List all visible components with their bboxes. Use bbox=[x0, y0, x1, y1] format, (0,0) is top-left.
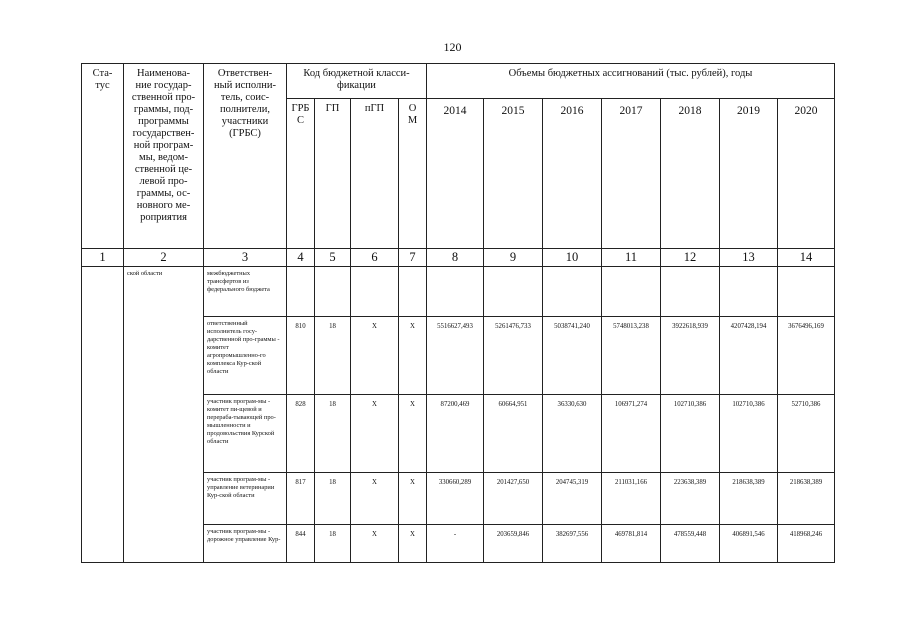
gp-cell bbox=[315, 267, 351, 317]
pgp-cell bbox=[351, 267, 399, 317]
participant-cell: межбюджетных трансфертов из федерального бюджета bbox=[204, 267, 287, 317]
column-number-row bbox=[82, 249, 835, 267]
value-cell bbox=[720, 267, 778, 317]
value-cell bbox=[484, 267, 543, 317]
value-cell: 478559,448 bbox=[661, 525, 720, 563]
participant-cell: участник програм-мы - управление ветеринарии Кур-ской области bbox=[204, 473, 287, 525]
value-cell: 211031,166 bbox=[602, 473, 661, 525]
value-cell: 5748013,238 bbox=[602, 317, 661, 395]
column-number: 14 bbox=[778, 249, 835, 267]
header-budget-code: Код бюджетной класси- фикации bbox=[287, 64, 427, 99]
pgp-cell: X bbox=[351, 473, 399, 525]
value-cell: 201427,650 bbox=[484, 473, 543, 525]
om-cell bbox=[399, 267, 427, 317]
value-cell: 102710,386 bbox=[720, 395, 778, 473]
pgp-cell: X bbox=[351, 525, 399, 563]
column-number: 13 bbox=[720, 249, 778, 267]
value-cell: 418968,246 bbox=[778, 525, 835, 563]
pgp-cell: X bbox=[351, 317, 399, 395]
value-cell: 204745,319 bbox=[543, 473, 602, 525]
header-year: 2015 bbox=[484, 99, 543, 249]
value-cell: 330660,289 bbox=[427, 473, 484, 525]
value-cell: 5038741,240 bbox=[543, 317, 602, 395]
value-cell: 87200,469 bbox=[427, 395, 484, 473]
value-cell: 5261476,733 bbox=[484, 317, 543, 395]
grbs-cell: 810 bbox=[287, 317, 315, 395]
column-number: 9 bbox=[484, 249, 543, 267]
header-gp: ГП bbox=[315, 99, 351, 249]
value-cell: - bbox=[427, 525, 484, 563]
value-cell: 223638,389 bbox=[661, 473, 720, 525]
participant-cell: участник програм-мы - комитет пи-щевой и перераба-тывающей про-мышленности и продовольствия Курской области bbox=[204, 395, 287, 473]
grbs-cell: 817 bbox=[287, 473, 315, 525]
grbs-cell: 844 bbox=[287, 525, 315, 563]
header-year: 2016 bbox=[543, 99, 602, 249]
participant-cell: участник програм-мы - дорожное управление Кур- bbox=[204, 525, 287, 563]
header-grbs: ГРБ С bbox=[287, 99, 315, 249]
header-status: Ста- тус bbox=[82, 64, 124, 249]
header-row-1 bbox=[82, 64, 835, 99]
page-number: 120 bbox=[443, 40, 462, 54]
om-cell: X bbox=[399, 317, 427, 395]
column-number: 3 bbox=[204, 249, 287, 267]
header-name: Наименова- ние государ- ственной про- граммы, под- программы государствен- ной програм- мы, ведом- ственной це- левой про- граммы, ос- новного ме- роприятия bbox=[124, 64, 204, 249]
column-number: 7 bbox=[399, 249, 427, 267]
grbs-cell: 828 bbox=[287, 395, 315, 473]
value-cell: 3676496,169 bbox=[778, 317, 835, 395]
gp-cell: 18 bbox=[315, 317, 351, 395]
value-cell: 4207428,194 bbox=[720, 317, 778, 395]
value-cell: 60664,951 bbox=[484, 395, 543, 473]
pgp-cell: X bbox=[351, 395, 399, 473]
grbs-cell bbox=[287, 267, 315, 317]
header-pgp: пГП bbox=[351, 99, 399, 249]
gp-cell: 18 bbox=[315, 473, 351, 525]
table-row bbox=[82, 267, 835, 317]
value-cell bbox=[427, 267, 484, 317]
value-cell: 102710,386 bbox=[661, 395, 720, 473]
column-number: 10 bbox=[543, 249, 602, 267]
header-year: 2018 bbox=[661, 99, 720, 249]
value-cell bbox=[778, 267, 835, 317]
gp-cell: 18 bbox=[315, 525, 351, 563]
column-number: 11 bbox=[602, 249, 661, 267]
value-cell: 218638,389 bbox=[778, 473, 835, 525]
value-cell bbox=[661, 267, 720, 317]
header-year: 2020 bbox=[778, 99, 835, 249]
value-cell: 469781,814 bbox=[602, 525, 661, 563]
column-number: 2 bbox=[124, 249, 204, 267]
value-cell bbox=[602, 267, 661, 317]
column-number: 6 bbox=[351, 249, 399, 267]
header-year: 2017 bbox=[602, 99, 661, 249]
status-cell bbox=[82, 267, 124, 563]
program-name-cell: ской области bbox=[124, 267, 204, 563]
value-cell: 3922618,939 bbox=[661, 317, 720, 395]
header-year: 2014 bbox=[427, 99, 484, 249]
column-number: 5 bbox=[315, 249, 351, 267]
om-cell: X bbox=[399, 525, 427, 563]
value-cell: 203659,846 bbox=[484, 525, 543, 563]
value-cell bbox=[543, 267, 602, 317]
budget-table bbox=[81, 63, 835, 563]
column-number: 4 bbox=[287, 249, 315, 267]
om-cell: X bbox=[399, 473, 427, 525]
value-cell: 5516627,493 bbox=[427, 317, 484, 395]
header-responsible: Ответствен- ный исполни- тель, соис- полнители, участники (ГРБС) bbox=[204, 64, 287, 249]
value-cell: 218638,389 bbox=[720, 473, 778, 525]
value-cell: 406891,546 bbox=[720, 525, 778, 563]
om-cell: X bbox=[399, 395, 427, 473]
header-om: О М bbox=[399, 99, 427, 249]
value-cell: 382697,556 bbox=[543, 525, 602, 563]
header-year: 2019 bbox=[720, 99, 778, 249]
column-number: 1 bbox=[82, 249, 124, 267]
column-number: 12 bbox=[661, 249, 720, 267]
column-number: 8 bbox=[427, 249, 484, 267]
value-cell: 52710,386 bbox=[778, 395, 835, 473]
value-cell: 106971,274 bbox=[602, 395, 661, 473]
gp-cell: 18 bbox=[315, 395, 351, 473]
participant-cell: ответственный исполнитель госу-дарственной про-граммы - комитет агропромышленно-го комплекса Кур-ской области bbox=[204, 317, 287, 395]
header-allocations: Объемы бюджетных ассигнований (тыс. рублей), годы bbox=[427, 64, 835, 99]
value-cell: 36330,630 bbox=[543, 395, 602, 473]
